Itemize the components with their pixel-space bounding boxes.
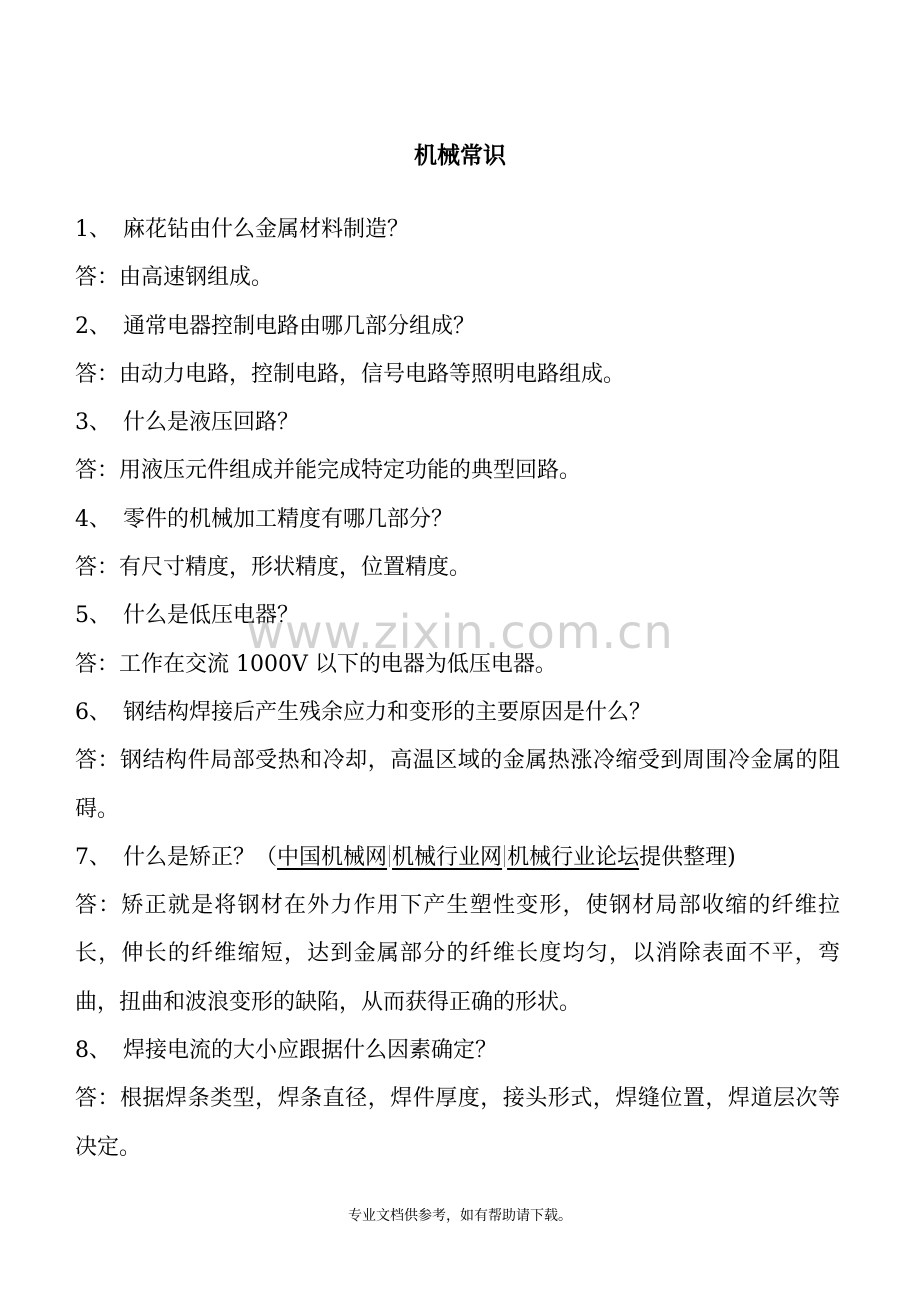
- question-number: 7、: [75, 844, 111, 870]
- question-4: [75, 496, 840, 544]
- answer-2: 答：由动力电路，控制电路，信号电路等照明电路组成。: [75, 361, 626, 387]
- question-number: 2、: [75, 313, 111, 339]
- question-number: 8、: [75, 1038, 111, 1064]
- question-6: [75, 689, 840, 737]
- question-text: 钢结构焊接后产生残余应力和变形的主要原因是什么？: [123, 699, 652, 725]
- question-text: 零件的机械加工精度有哪几部分？: [123, 506, 454, 532]
- page-footer: 专业文档供参考，如有帮助请下载。: [348, 1208, 572, 1224]
- question-3: [75, 399, 840, 447]
- answer-8: 答：根据焊条类型，焊条直径，焊件厚度，接头形式，焊缝位置，焊道层次等决定。: [75, 1086, 840, 1160]
- answer-5: 答：工作在交流 1000V 以下的电器为低压电器。: [75, 651, 557, 677]
- answer-3: 答：用液压元件组成并能完成特定功能的典型回路。: [75, 458, 582, 484]
- answer-4: 答：有尺寸精度，形状精度，位置精度。: [75, 555, 472, 581]
- question-text: 什么是液压回路？: [123, 410, 300, 436]
- answer-6: 答：钢结构件局部受热和冷却，高温区域的金属热涨冷缩受到周围冷金属的阻碍。: [75, 748, 840, 822]
- source-link-machinery-forum[interactable]: 机械行业论坛: [507, 844, 640, 870]
- question-1: [75, 206, 840, 254]
- question-text: 什么是低压电器？: [123, 603, 300, 629]
- question-2: [75, 303, 840, 351]
- question-text: 通常电器控制电路由哪几部分组成？: [123, 313, 476, 339]
- qa-list: [75, 206, 840, 1172]
- question-number: 3、: [75, 410, 111, 436]
- source-link-china-machinery[interactable]: 中国机械网: [277, 844, 388, 870]
- question-text: 麻花钻由什么金属材料制造？: [123, 217, 410, 242]
- separator: [504, 845, 505, 867]
- question-text: 什么是矫正？: [123, 844, 256, 870]
- answer-1: 答：由高速钢组成。: [75, 265, 274, 291]
- page-title: 机械常识: [414, 143, 506, 169]
- question-number: 4、: [75, 506, 111, 532]
- question-7: [75, 834, 840, 882]
- separator: [389, 845, 390, 867]
- question-number: 6、: [75, 699, 111, 725]
- question-text: 焊接电流的大小应跟据什么因素确定？: [123, 1038, 498, 1064]
- question-8: [75, 1027, 840, 1075]
- question-number: 1、: [75, 217, 111, 242]
- watermark: www.zixin.com.cn: [246, 605, 674, 659]
- question-number: 5、: [75, 603, 111, 629]
- source-open-paren: （: [255, 844, 278, 870]
- question-5: [75, 592, 840, 640]
- source-link-machinery-industry[interactable]: 机械行业网: [392, 844, 503, 870]
- answer-7: 答：矫正就是将钢材在外力作用下产生塑性变形，使钢材局部收缩的纤维拉长，伸长的纤维缩短，达到金属部分的纤维长度均匀，以消除表面不平，弯曲，扭曲和波浪变形的缺陷，从而获得正确的形状。: [75, 893, 840, 1015]
- source-suffix: 提供整理): [639, 844, 736, 870]
